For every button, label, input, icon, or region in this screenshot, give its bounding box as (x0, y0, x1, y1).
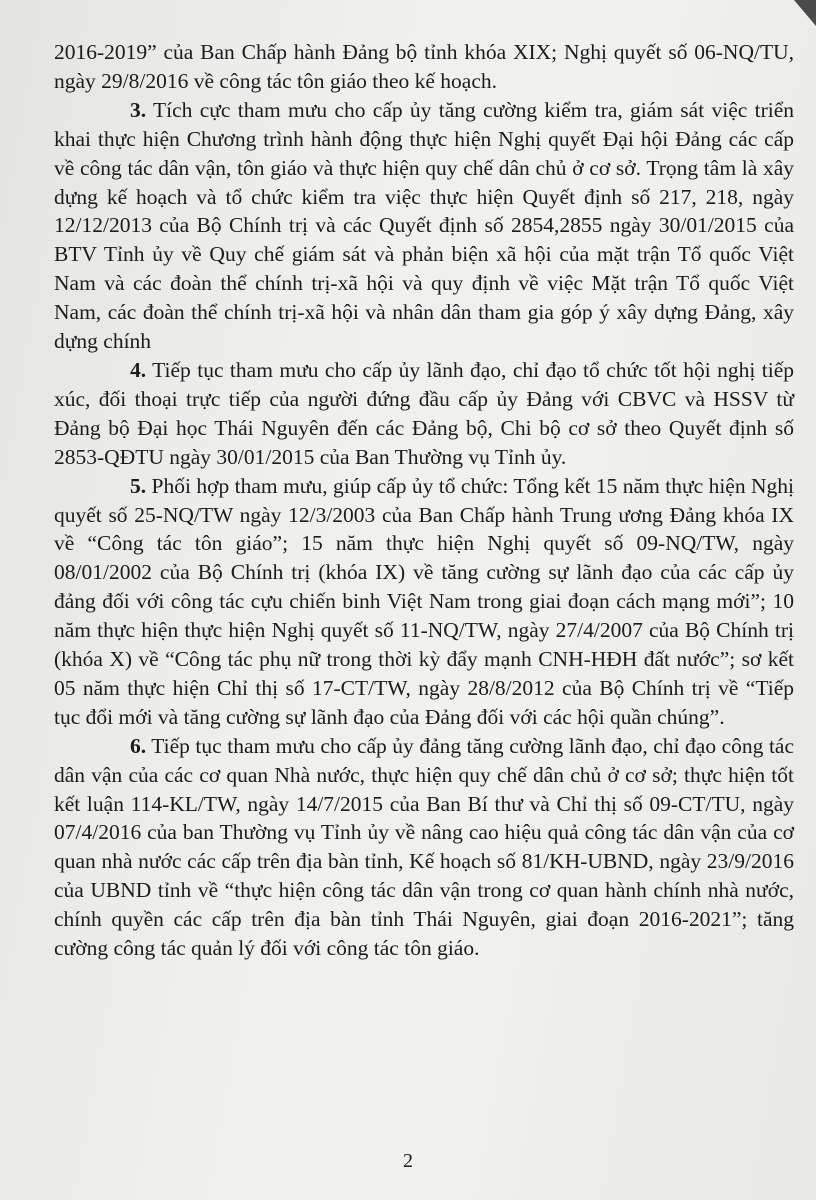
paragraph-number: 6. (130, 733, 147, 758)
document-body (54, 38, 794, 963)
paragraph-text: Tiếp tục tham mưu cho cấp ủy đảng tăng cường lãnh đạo, chỉ đạo công tác dân vận của các cơ quan Nhà nước, thực hiện quy chế dân chủ ở cơ sở; thực hiện tốt kết luận 114-KL/TW, ngày 14/7/2015 của Ban Bí thư và Chỉ thị số 09-CT/TU, ngày 07/4/2016 của ban Thường vụ Tỉnh ủy về nâng cao hiệu quả công tác dân vận của cơ quan nhà nước các cấp trên địa bàn tỉnh, Kế hoạch số 81/KH-UBND, ngày 23/9/2016 của UBND tỉnh về “thực hiện công tác dân vận trong cơ quan hành chính nhà nước, chính quyền các cấp trên địa bàn tỉnh Thái Nguyên, giai đoạn 2016-2021”; tăng cường công tác quản lý đối với công tác tôn giáo. (54, 733, 794, 961)
paragraph-text: Tích cực tham mưu cho cấp ủy tăng cường kiểm tra, giám sát việc triển khai thực hiện Chương trình hành động thực hiện Nghị quyết Đại hội Đảng các cấp về công tác dân vận, tôn giáo và thực hiện quy chế dân chủ ở cơ sở. Trọng tâm là xây dựng kế hoạch và tổ chức kiểm tra việc thực hiện Quyết định số 217, 218, ngày 12/12/2013 của Bộ Chính trị và các Quyết định số 2854,2855 ngày 30/01/2015 của BTV Tỉnh ủy về Quy chế giám sát và phản biện xã hội của mặt trận Tổ quốc Việt Nam và các đoàn thể chính trị-xã hội và quy định về việc Mặt trận Tổ quốc Việt Nam, các đoàn thể chính trị-xã hội và nhân dân tham gia góp ý xây dựng Đảng, xây dựng chính (54, 97, 794, 354)
paragraph-number: 5. (130, 473, 147, 498)
paragraph-4 (54, 356, 794, 472)
page-corner-shadow (794, 0, 816, 26)
paragraph-continued (54, 38, 794, 96)
paragraph-text: Tiếp tục tham mưu cho cấp ủy lãnh đạo, chỉ đạo tổ chức tốt hội nghị tiếp xúc, đối thoại trực tiếp của người đứng đầu cấp ủy Đảng với CBVC và HSSV từ Đảng bộ Đại học Thái Nguyên đến các Đảng bộ, Chi bộ cơ sở theo Quyết định số 2853-QĐTU ngày 30/01/2015 của Ban Thường vụ Tỉnh ủy. (54, 357, 794, 469)
paragraph-number: 3. (130, 97, 147, 122)
paragraph-3 (54, 96, 794, 356)
page-number: 2 (403, 1150, 413, 1172)
paragraph-6 (54, 732, 794, 963)
paragraph-text: 2016-2019” của Ban Chấp hành Đảng bộ tỉnh khóa XIX; Nghị quyết số 06-NQ/TU, ngày 29/8/2016 về công tác tôn giáo theo kế hoạch. (54, 40, 794, 93)
paragraph-number: 4. (130, 357, 147, 382)
paragraph-5 (54, 472, 794, 732)
paragraph-text: Phối hợp tham mưu, giúp cấp ủy tổ chức: Tổng kết 15 năm thực hiện Nghị quyết số 25-NQ/TW ngày 12/3/2003 của Ban Chấp hành Trung ương Đảng khóa IX về “Công tác tôn giáo”; 15 năm thực hiện Nghị quyết số 09-NQ/TW, ngày 08/01/2002 của Bộ Chính trị (khóa IX) về tăng cường sự lãnh đạo của các cấp ủy đảng đối với công tác cựu chiến binh Việt Nam trong giai đoạn cách mạng mới”; 10 năm thực hiện thực hiện Nghị quyết số 11-NQ/TW, ngày 27/4/2007 của Bộ Chính trị (khóa X) về “Công tác phụ nữ trong thời kỳ đẩy mạnh CNH-HĐH đất nước”; sơ kết 05 năm thực hiện Chỉ thị số 17-CT/TW, ngày 28/8/2012 của Bộ Chính trị về “Tiếp tục đổi mới và tăng cường sự lãnh đạo của Đảng đối với các hội quần chúng”. (54, 473, 794, 729)
